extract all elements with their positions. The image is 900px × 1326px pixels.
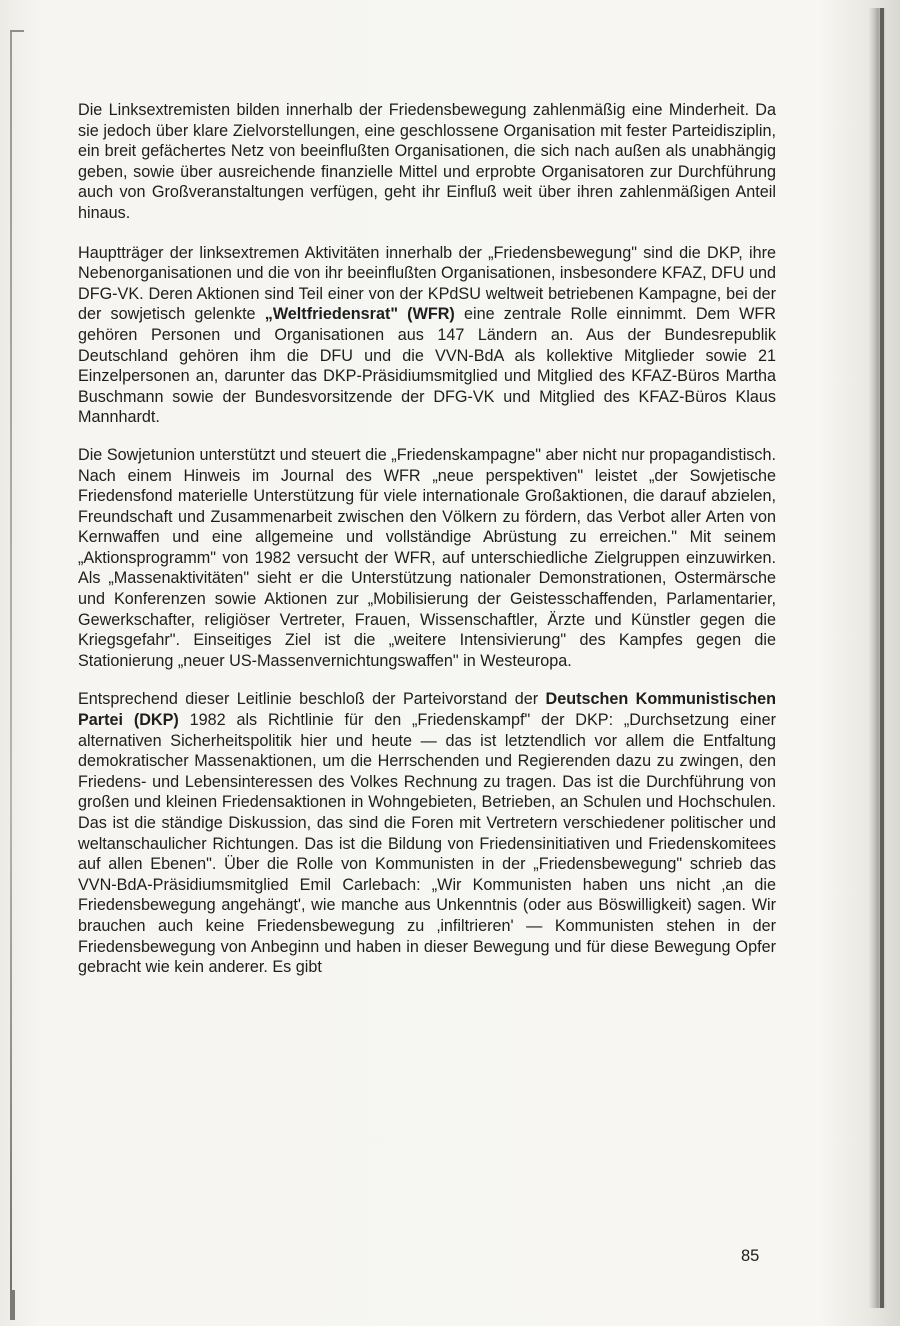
page-number: 85 [741, 1247, 760, 1265]
body-text [78, 100, 776, 990]
paragraph-1: Die Linksextremisten bilden innerhalb der Friedensbewegung zahlenmäßig eine Minderheit. Da sie jedoch über klare Zielvorstellungen, eine geschlossene Organisation mit fester Parteidisziplin, ein breit gefächertes Netz von beeinflußten Organisationen, die sich nach außen als unabhängig geben, sowie über ausreichende finanzielle Mittel und erprobte Organisatoren zur Durchführung auch von Großveranstaltungen verfügen, geht ihr Einfluß weit über ihren zahlenmäßigen Anteil hinaus. [78, 101, 776, 222]
paragraph-4 [78, 689, 776, 977]
page-left-corner-mark [10, 30, 24, 32]
page-left-edge [10, 30, 12, 1320]
paragraph-4-text-a: Entsprechend dieser Leitlinie beschloß der Parteivorstand der [78, 690, 546, 709]
paragraph-4-bold: Deutschen Kommunistischen Partei (DKP) [78, 690, 776, 730]
paragraph-3: Die Sowjetunion unterstützt und steuert die „Friedenskampagne" aber nicht nur propagandistisch. Nach einem Hinweis im Journal des WFR „neue perspektiven" leistet „der Sowjetische Friedensfond materielle Unterstützung für viele internationale Großaktionen, die darauf abzielen, Freundschaft und Zusammenarbeit zwischen den Völkern zu fördern, das Verbot aller Arten von Kernwaffen und eine allgemeine und vollständige Abrüstung zu erreichen." Mit seinem „Aktionsprogramm" von 1982 versucht der WFR, auf unterschiedliche Zielgruppen einzuwirken. Als „Massenaktivitäten" sieht er die Unterstützung nationaler Demonstrationen, Ostermärsche und Konferenzen sowie Aktionen zur „Mobilisierung der Geistesschaffenden, Parlamentarier, Gewerkschafter, religiöser Vertreter, Frauen, Wissenschaftler, Ärzte und Künstler gegen die Kriegsgefahr". Einseitiges Ziel ist die „weitere Intensivierung" des Kampfes gegen die Stationierung „neuer US-Massenvernichtungswaffen" in Westeuropa. [78, 445, 776, 670]
paragraph-2-text-a: Hauptträger der linksextremen Aktivitäten innerhalb der „Friedensbewegung" sind die DKP, ihre Nebenorganisationen und die von ihr beeinflußten Organisationen, insbesondere KFAZ, DFU und DFG-VK. Deren Aktionen sind Teil einer von der KPdSU weltweit betriebenen Kampagne, bei der der sowjetisch gelenkte [78, 243, 776, 324]
paragraph-2-bold: „Weltfriedensrat" (WFR) [264, 305, 455, 324]
paragraph-2 [78, 243, 776, 428]
page-left-bottom-mark [10, 1290, 15, 1320]
paragraph-4-text-b: 1982 als Richtlinie für den „Friedenskampf" der DKP: „Durchsetzung einer alternativen Sicherheitspolitik hier und heute — das ist letztendlich vor allem die Entfaltung demokratischer Massenaktionen, um die Herrschenden und Regierenden dazu zu zwingen, den Friedens- und Lebensinteressen des Volkes Rechnung zu tragen. Das ist die Durchführung von großen und kleinen Friedensaktionen in Wohngebieten, Betrieben, an Schulen und Hochschulen. Das ist die ständige Diskussion, das sind die Foren mit Vertretern verschiedener politischer und weltanschaulicher Richtungen. Das ist die Bildung von Friedensinitiativen und Friedenskomitees auf allen Ebenen". Über die Rolle von Kommunisten in der „Friedensbewegung" schrieb das VVN-BdA-Präsidiumsmitglied Emil Carlebach: „Wir Kommunisten haben uns nicht ‚an die Friedensbewegung angehängt', wie manche aus Unkenntnis (oder aus Böswilligkeit) sagen. Wir brauchen auch keine Friedensbewegung zu ‚infiltrieren' — Kommunisten stehen in der Friedensbewegung von Anbeginn und haben in dieser Bewegung und für diese Bewegung Opfer gebracht wie kein anderer. Es gibt [78, 711, 776, 977]
paragraph-2-text-b: eine zentrale Rolle einnimmt. Dem WFR gehören Personen und Organisationen aus 147 Ländern an. Aus der Bundesrepublik Deutschland gehören ihm die DFU und die VVN-BdA als kollektive Mitglieder sowie 21 Einzelpersonen an, darunter das DKP-Präsidiumsmitglied und Mitglied des KFAZ-Büros Martha Buschmann sowie der Bundesvorsitzende der DFG-VK und Mitglied des KFAZ-Büros Klaus Mannhardt. [78, 305, 777, 427]
page-right-edge-line [880, 8, 884, 1308]
